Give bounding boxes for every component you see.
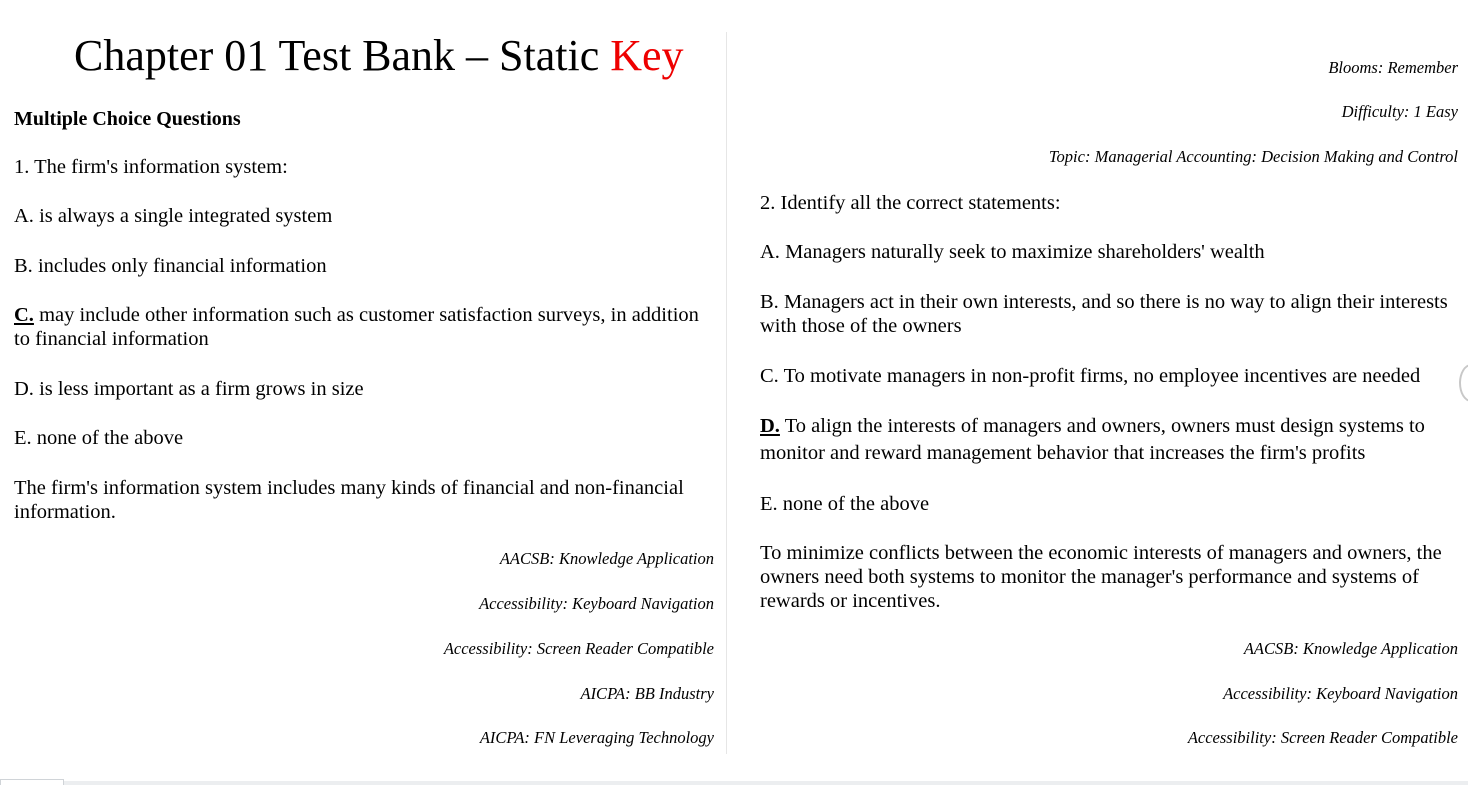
question-1: 1. The firm's information system:	[14, 156, 288, 178]
option-letter: D.	[14, 378, 34, 400]
title-main: Chapter 01 Test Bank – Static	[74, 31, 611, 80]
tag-aicpa-bb: AICPA: BB Industry	[580, 684, 714, 703]
tag-accessibility-screen-reader: Accessibility: Screen Reader Compatible	[1187, 728, 1458, 747]
option-text: none of the above	[31, 427, 184, 449]
q2-explanation: To minimize conflicts between the economic interests of managers and owners, the owners need both systems to monitor the manager's performance and systems of rewards or incentives.	[760, 542, 1442, 612]
option-text: includes only financial information	[32, 255, 327, 277]
page-title	[74, 30, 684, 82]
tag-accessibility-keyboard: Accessibility: Keyboard Navigation	[479, 594, 714, 613]
tag-aacsb: AACSB: Knowledge Application	[499, 549, 714, 568]
option-letter: A.	[14, 205, 34, 227]
q2-option-a	[760, 240, 1265, 264]
option-text: is always a single integrated system	[33, 205, 333, 227]
tag-accessibility-screen-reader: Accessibility: Screen Reader Compatible	[443, 639, 714, 658]
option-letter: A.	[760, 241, 780, 263]
horizontal-scrollbar[interactable]	[0, 781, 1468, 785]
option-letter: B.	[760, 291, 779, 313]
correct-answer-letter: C.	[14, 304, 34, 326]
tag-difficulty: Difficulty: 1 Easy	[1341, 102, 1458, 121]
option-letter: B.	[14, 255, 33, 277]
tag-aacsb: AACSB: Knowledge Application	[1243, 639, 1458, 658]
option-text: Managers naturally seek to maximize shareholders' wealth	[779, 241, 1265, 263]
correct-answer-letter: D.	[760, 415, 780, 437]
scrollbar-thumb[interactable]	[0, 779, 64, 785]
tag-topic: Topic: Managerial Accounting: Decision Making and Control	[1048, 147, 1458, 166]
q1-option-b	[14, 254, 327, 278]
scroll-handle[interactable]	[1459, 364, 1468, 402]
option-text: To align the interests of managers and owners, owners must design systems to monitor and reward management behavior that increases the firm's profits	[760, 415, 1425, 464]
question-2: 2. Identify all the correct statements:	[760, 192, 1061, 214]
title-key: Key	[610, 31, 684, 80]
q2-option-d-correct	[760, 413, 1460, 467]
option-letter: E.	[14, 427, 32, 449]
q1-option-c-correct	[14, 303, 716, 351]
q2-option-e	[760, 492, 929, 516]
option-text: is less important as a firm grows in size	[33, 378, 364, 400]
option-letter: E.	[760, 493, 778, 515]
q1-explanation: The firm's information system includes many kinds of financial and non-financial information.	[14, 477, 684, 523]
tag-aicpa-fn: AICPA: FN Leveraging Technology	[479, 728, 714, 747]
q1-option-d	[14, 377, 364, 401]
option-text: none of the above	[777, 493, 930, 515]
q2-option-b	[760, 290, 1456, 338]
tag-accessibility-keyboard: Accessibility: Keyboard Navigation	[1223, 684, 1458, 703]
section-heading: Multiple Choice Questions	[14, 108, 241, 130]
option-text: To motivate managers in non-profit firms, no employee incentives are needed	[778, 365, 1421, 387]
tag-blooms: Blooms: Remember	[1328, 58, 1458, 77]
left-page	[0, 0, 716, 760]
option-text: may include other information such as customer satisfaction surveys, in addition to financial information	[14, 304, 699, 350]
option-letter: C.	[760, 365, 779, 387]
q2-option-c	[760, 364, 1420, 388]
option-text: Managers act in their own interests, and so there is no way to align their interests with those of the owners	[760, 291, 1448, 337]
q1-option-e	[14, 426, 183, 450]
q1-option-a	[14, 204, 332, 228]
right-page	[727, 0, 1460, 760]
